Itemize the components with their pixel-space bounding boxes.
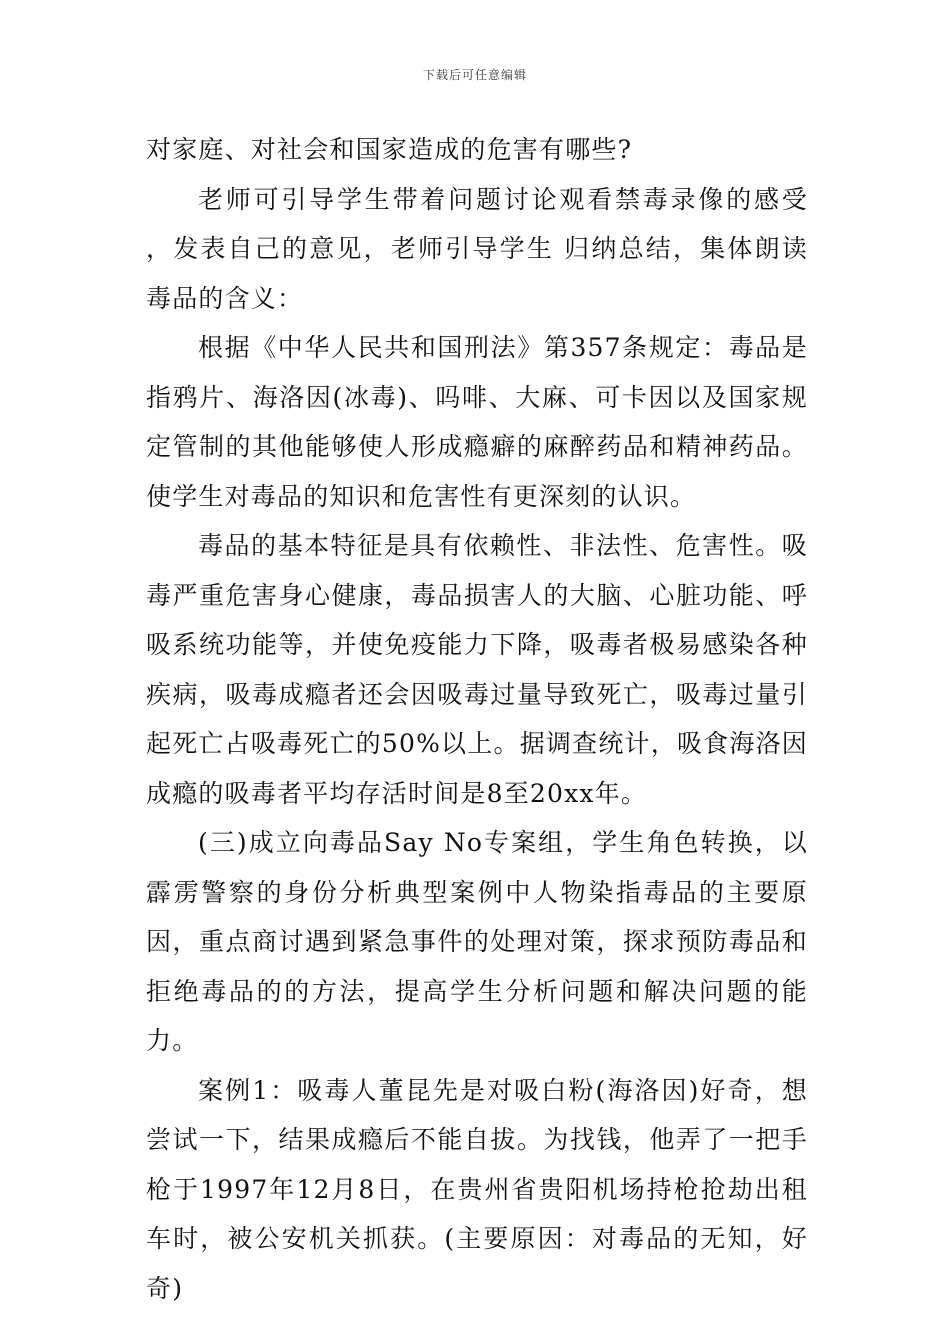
document-body	[146, 125, 808, 1313]
paragraph-drug-characteristics: 毒品的基本特征是具有依赖性、非法性、危害性。吸毒严重危害身心健康，毒品损害人的大脑、心脏功能、呼吸系统功能等，并使免疫能力下降，吸毒者极易感染各种疾病，吸毒成瘾者还会因吸毒过量导致死亡，吸毒过量引起死亡占吸毒死亡的50%以上。据调查统计，吸食海洛因成瘾的吸毒者平均存活时间是8至20xx年。	[146, 531, 808, 808]
paragraph-case-1: 案例1：吸毒人董昆先是对吸白粉(海洛因)好奇，想尝试一下，结果成瘾后不能自拔。为找钱，他弄了一把手枪于1997年12月8日，在贵州省贵阳机场持枪抢劫出租车时，被公安机关抓获。(主要原因：对毒品的无知，好奇)	[146, 1075, 808, 1303]
page-header: 下载后可任意编辑	[422, 68, 527, 82]
paragraph-task-group: (三)成立向毒品Say No专案组，学生角色转换，以霹雳警察的身份分析典型案例中人物染指毒品的主要原因，重点商讨遇到紧急事件的处理对策，探求预防毒品和拒绝毒品的的方法，提高学生分析问题和解决问题的能力。	[146, 828, 808, 1055]
paragraph-teacher-guidance: 老师可引导学生带着问题讨论观看禁毒录像的感受 ，发表自己的意见，老师引导学生 归纳总结，集体朗读毒品的含义：	[146, 184, 808, 313]
paragraph-continuation: 对家庭、对社会和国家造成的危害有哪些?	[146, 135, 633, 164]
paragraph-drug-definition: 根据《中华人民共和国刑法》第357条规定：毒品是指鸦片、海洛因(冰毒)、吗啡、大麻、可卡因以及国家规定管制的其他能够使人形成瘾癖的麻醉药品和精神药品。使学生对毒品的知识和危害性有更深刻的认识。	[146, 333, 808, 511]
